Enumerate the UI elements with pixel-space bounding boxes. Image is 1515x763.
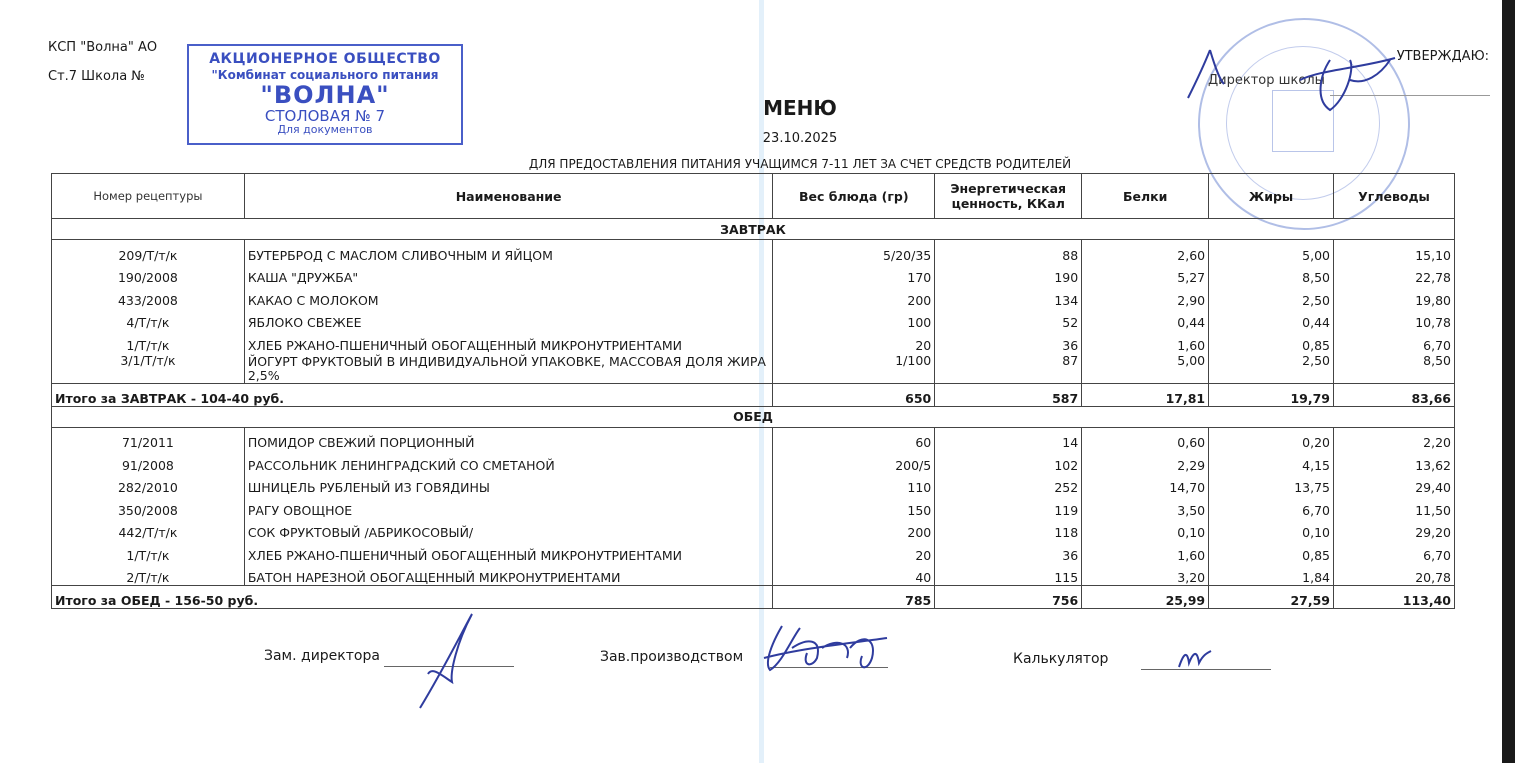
table-row (52, 540, 1455, 563)
menu-table (51, 173, 1455, 609)
cell-protein: 2,60 (1082, 240, 1209, 263)
cell-protein: 5,27 (1082, 263, 1209, 286)
table-row (52, 563, 1455, 586)
cell-weight: 40 (773, 563, 935, 586)
col-weight: Вес блюда (гр) (773, 174, 935, 219)
total-protein: 25,99 (1082, 586, 1209, 609)
col-name: Наименование (244, 174, 773, 219)
cell-protein: 0,44 (1082, 308, 1209, 331)
cell-recipe: 91/2008 (52, 450, 245, 473)
production-label: Зав.производством (600, 649, 744, 665)
cell-energy: 36 (935, 540, 1082, 563)
cell-name: БУТЕРБРОД С МАСЛОМ СЛИВОЧНЫМ И ЯЙЦОМ (244, 240, 773, 263)
cell-weight: 200 (773, 285, 935, 308)
cell-fat: 13,75 (1209, 473, 1334, 496)
cell-carbs: 20,78 (1334, 563, 1455, 586)
cell-recipe: 350/2008 (52, 495, 245, 518)
cell-name: ЯБЛОКО СВЕЖЕЕ (244, 308, 773, 331)
total-label: Итого за ЗАВТРАК - 104-40 руб. (52, 383, 773, 406)
cell-weight: 150 (773, 495, 935, 518)
cell-fat: 0,85 (1209, 330, 1334, 353)
stamp-line-5: Для документов (277, 123, 373, 136)
cell-energy: 87 (935, 353, 1082, 384)
cell-protein: 5,00 (1082, 353, 1209, 384)
cell-carbs: 6,70 (1334, 330, 1455, 353)
total-label: Итого за ОБЕД - 156-50 руб. (52, 586, 773, 609)
table-row (52, 285, 1455, 308)
cell-recipe: 190/2008 (52, 263, 245, 286)
cell-name: ПОМИДОР СВЕЖИЙ ПОРЦИОННЫЙ (244, 427, 773, 450)
cell-fat: 6,70 (1209, 495, 1334, 518)
cell-carbs: 2,20 (1334, 427, 1455, 450)
table-row (52, 330, 1455, 353)
table-row (52, 450, 1455, 473)
cell-weight: 200 (773, 518, 935, 541)
col-protein: Белки (1082, 174, 1209, 219)
table-row (52, 353, 1455, 384)
total-fat: 27,59 (1209, 586, 1334, 609)
menu-purpose: ДЛЯ ПРЕДОСТАВЛЕНИЯ ПИТАНИЯ УЧАЩИМСЯ 7-11 ЛЕТ ЗА СЧЕТ СРЕДСТВ РОДИТЕЛЕЙ (528, 157, 1072, 171)
table-row (52, 308, 1455, 331)
deputy-label: Зам. директора (264, 648, 380, 664)
cell-protein: 1,60 (1082, 330, 1209, 353)
total-carbs: 113,40 (1334, 586, 1455, 609)
cell-protein: 2,90 (1082, 285, 1209, 308)
cell-protein: 14,70 (1082, 473, 1209, 496)
cell-carbs: 13,62 (1334, 450, 1455, 473)
calculator-signature-icon (1175, 645, 1215, 671)
table-row (52, 263, 1455, 286)
cell-fat: 0,20 (1209, 427, 1334, 450)
cell-fat: 4,15 (1209, 450, 1334, 473)
cell-protein: 0,10 (1082, 518, 1209, 541)
table-header (52, 174, 1455, 219)
cell-energy: 119 (935, 495, 1082, 518)
cell-energy: 88 (935, 240, 1082, 263)
school-name: Ст.7 Школа № (48, 69, 145, 84)
approve-label: УТВЕРЖДАЮ: (1396, 49, 1489, 64)
cell-recipe: 442/Т/т/к (52, 518, 245, 541)
table-row (52, 473, 1455, 496)
cell-fat: 8,50 (1209, 263, 1334, 286)
cell-energy: 118 (935, 518, 1082, 541)
cell-carbs: 8,50 (1334, 353, 1455, 384)
cell-carbs: 19,80 (1334, 285, 1455, 308)
cell-carbs: 11,50 (1334, 495, 1455, 518)
cell-energy: 52 (935, 308, 1082, 331)
table-row (52, 495, 1455, 518)
cell-recipe: 1/Т/т/к (52, 330, 245, 353)
total-weight: 650 (773, 383, 935, 406)
stamp-line-3: "ВОЛНА" (260, 81, 390, 109)
cell-weight: 1/100 (773, 353, 935, 384)
lunch-total-row (52, 586, 1455, 609)
cell-protein: 2,29 (1082, 450, 1209, 473)
total-fat: 19,79 (1209, 383, 1334, 406)
cell-weight: 20 (773, 540, 935, 563)
total-carbs: 83,66 (1334, 383, 1455, 406)
cell-protein: 0,60 (1082, 427, 1209, 450)
stamp-line-2: "Комбинат социального питания (211, 68, 439, 82)
cell-energy: 36 (935, 330, 1082, 353)
cell-energy: 252 (935, 473, 1082, 496)
deputy-signature-icon (412, 612, 482, 712)
cell-weight: 5/20/35 (773, 240, 935, 263)
director-label: Директор школы (1208, 73, 1325, 88)
cell-weight: 100 (773, 308, 935, 331)
cell-energy: 134 (935, 285, 1082, 308)
col-energy: Энергетическая ценность, ККал (935, 174, 1082, 219)
cell-energy: 14 (935, 427, 1082, 450)
total-energy: 587 (935, 383, 1082, 406)
cell-recipe: 209/Т/т/к (52, 240, 245, 263)
cell-carbs: 6,70 (1334, 540, 1455, 563)
cell-recipe: 71/2011 (52, 427, 245, 450)
org-name: КСП "Волна" АО (48, 40, 158, 55)
col-fat: Жиры (1209, 174, 1334, 219)
cell-protein: 3,20 (1082, 563, 1209, 586)
cell-recipe: 4/Т/т/к (52, 308, 245, 331)
cell-carbs: 29,40 (1334, 473, 1455, 496)
cell-carbs: 29,20 (1334, 518, 1455, 541)
table-row (52, 427, 1455, 450)
cell-name: КАША "ДРУЖБА" (244, 263, 773, 286)
cell-name: КАКАО С МОЛОКОМ (244, 285, 773, 308)
total-protein: 17,81 (1082, 383, 1209, 406)
cell-weight: 200/5 (773, 450, 935, 473)
calculator-label: Калькулятор (1013, 651, 1109, 667)
cell-carbs: 10,78 (1334, 308, 1455, 331)
cell-fat: 1,84 (1209, 563, 1334, 586)
stamp-line-1: АКЦИОНЕРНОЕ ОБЩЕСТВО (209, 51, 441, 67)
cell-weight: 110 (773, 473, 935, 496)
cell-fat: 2,50 (1209, 353, 1334, 384)
total-energy: 756 (935, 586, 1082, 609)
total-weight: 785 (773, 586, 935, 609)
cell-energy: 102 (935, 450, 1082, 473)
production-signature-icon (762, 618, 892, 678)
menu-date: 23.10.2025 (762, 131, 838, 146)
col-recipe: Номер рецептуры (52, 174, 245, 219)
cell-protein: 1,60 (1082, 540, 1209, 563)
table-row (52, 240, 1455, 263)
cell-carbs: 15,10 (1334, 240, 1455, 263)
cell-recipe: 3/1/Т/т/к (52, 353, 245, 384)
cell-weight: 60 (773, 427, 935, 450)
table-row (52, 518, 1455, 541)
section-lunch (52, 406, 1455, 427)
cell-name: РАССОЛЬНИК ЛЕНИНГРАДСКИЙ СО СМЕТАНОЙ (244, 450, 773, 473)
cell-weight: 20 (773, 330, 935, 353)
stamp-line-4: СТОЛОВАЯ № 7 (264, 107, 386, 125)
breakfast-total-row (52, 383, 1455, 406)
cell-recipe: 1/Т/т/к (52, 540, 245, 563)
cell-name: ШНИЦЕЛЬ РУБЛЕНЫЙ ИЗ ГОВЯДИНЫ (244, 473, 773, 496)
cell-name: ЙОГУРТ ФРУКТОВЫЙ В ИНДИВИДУАЛЬНОЙ УПАКОВКЕ, МАССОВАЯ ДОЛЯ ЖИРА 2,5% (244, 353, 773, 384)
cell-carbs: 22,78 (1334, 263, 1455, 286)
page-title: МЕНЮ (763, 96, 837, 120)
cell-fat: 2,50 (1209, 285, 1334, 308)
section-title: ЗАВТРАК (52, 219, 1455, 240)
section-title: ОБЕД (52, 406, 1455, 427)
cell-fat: 0,44 (1209, 308, 1334, 331)
cell-fat: 0,10 (1209, 518, 1334, 541)
cell-name: ХЛЕБ РЖАНО-ПШЕНИЧНЫЙ ОБОГАЩЕННЫЙ МИКРОНУТРИЕНТАМИ (244, 540, 773, 563)
organization-stamp (187, 44, 463, 145)
col-carbs: Углеводы (1334, 174, 1455, 219)
cell-name: РАГУ ОВОЩНОЕ (244, 495, 773, 518)
cell-name: СОК ФРУКТОВЫЙ /АБРИКОСОВЫЙ/ (244, 518, 773, 541)
cell-protein: 3,50 (1082, 495, 1209, 518)
cell-energy: 115 (935, 563, 1082, 586)
cell-recipe: 433/2008 (52, 285, 245, 308)
cell-energy: 190 (935, 263, 1082, 286)
cell-name: ХЛЕБ РЖАНО-ПШЕНИЧНЫЙ ОБОГАЩЕННЫЙ МИКРОНУТРИЕНТАМИ (244, 330, 773, 353)
cell-recipe: 282/2010 (52, 473, 245, 496)
cell-recipe: 2/Т/т/к (52, 563, 245, 586)
cell-fat: 0,85 (1209, 540, 1334, 563)
section-breakfast (52, 219, 1455, 240)
cell-weight: 170 (773, 263, 935, 286)
cell-name: БАТОН НАРЕЗНОЙ ОБОГАЩЕННЫЙ МИКРОНУТРИЕНТАМИ (244, 563, 773, 586)
cell-fat: 5,00 (1209, 240, 1334, 263)
